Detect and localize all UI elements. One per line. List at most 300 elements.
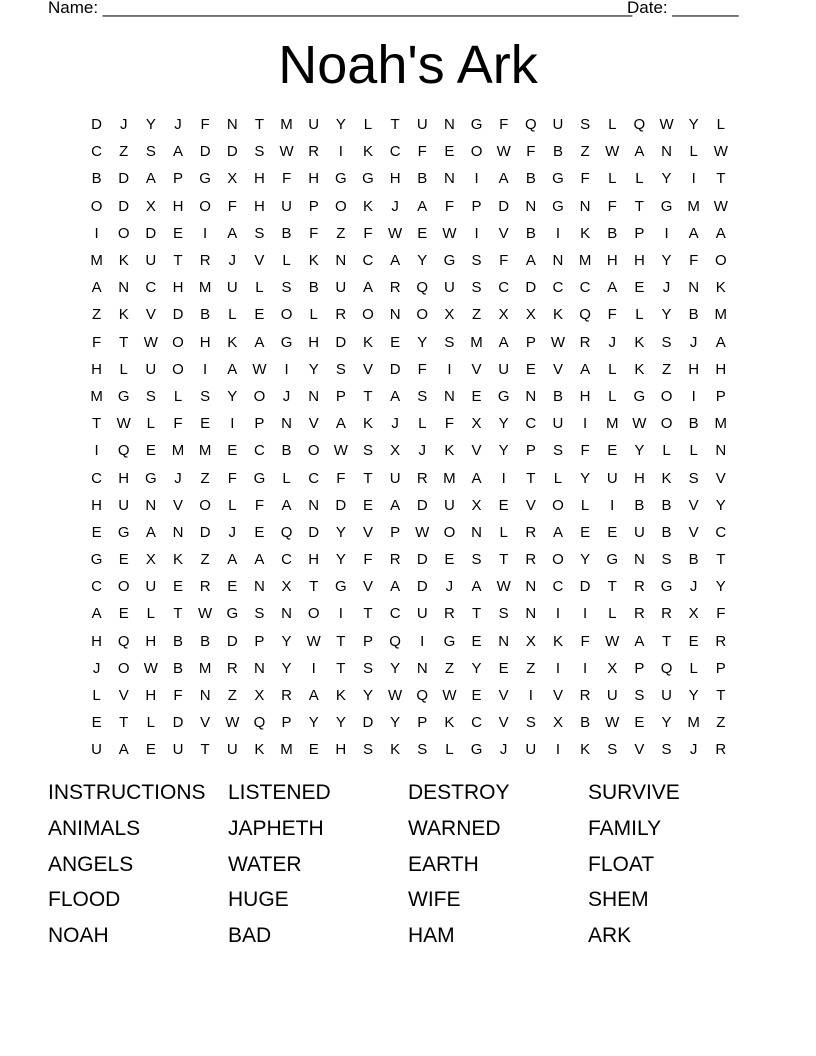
grid-letter[interactable]: F [91, 333, 102, 351]
grid-letter[interactable]: B [200, 306, 211, 324]
grid-letter[interactable]: G [552, 170, 564, 188]
grid-letter[interactable]: P [417, 714, 428, 732]
grid-letter[interactable]: O [90, 197, 103, 215]
grid-letter[interactable]: Y [417, 252, 428, 270]
grid-letter[interactable]: A [362, 279, 373, 297]
grid-letter[interactable]: M [198, 442, 212, 460]
grid-letter[interactable]: B [688, 306, 699, 324]
grid-letter[interactable]: E [607, 442, 618, 460]
grid-letter[interactable]: F [309, 224, 319, 242]
grid-letter[interactable]: B [552, 387, 563, 405]
grid-letter[interactable]: R [525, 551, 537, 569]
grid-letter[interactable]: B [525, 170, 536, 188]
grid-letter[interactable]: R [633, 605, 645, 623]
grid-letter[interactable]: N [525, 605, 537, 623]
grid-letter[interactable]: A [417, 197, 428, 215]
grid-letter[interactable]: L [635, 306, 644, 324]
grid-letter[interactable]: L [228, 496, 237, 514]
grid-letter[interactable]: W [143, 333, 158, 351]
grid-letter[interactable]: O [253, 387, 266, 405]
grid-letter[interactable]: K [308, 252, 319, 270]
grid-letter[interactable]: V [525, 496, 536, 514]
grid-letter[interactable]: N [199, 687, 211, 705]
grid-letter[interactable]: B [552, 143, 563, 161]
grid-letter[interactable]: B [417, 170, 428, 188]
grid-letter[interactable]: D [525, 279, 537, 297]
grid-letter[interactable]: X [471, 496, 482, 514]
grid-letter[interactable]: P [390, 523, 401, 541]
grid-letter[interactable]: V [498, 687, 509, 705]
grid-letter[interactable]: K [390, 741, 401, 759]
grid-letter[interactable]: D [579, 578, 591, 596]
grid-letter[interactable]: D [226, 632, 238, 650]
grid-letter[interactable]: E [308, 741, 319, 759]
grid-letter[interactable]: W [388, 687, 403, 705]
grid-letter[interactable]: H [633, 252, 645, 270]
grid-letter[interactable]: T [716, 687, 726, 705]
grid-letter[interactable]: W [306, 632, 321, 650]
grid-letter[interactable]: D [362, 714, 374, 732]
grid-letter[interactable]: I [94, 224, 99, 242]
grid-letter[interactable]: N [552, 252, 564, 270]
grid-letter[interactable]: N [443, 387, 455, 405]
grid-letter[interactable]: P [715, 387, 726, 405]
grid-letter[interactable]: W [632, 415, 647, 433]
grid-letter[interactable]: R [661, 605, 672, 623]
grid-letter[interactable]: I [501, 469, 506, 487]
grid-letter[interactable]: N [281, 415, 292, 433]
grid-letter[interactable]: G [470, 116, 483, 134]
grid-letter[interactable]: S [145, 387, 156, 405]
grid-letter[interactable]: A [390, 387, 401, 405]
grid-letter[interactable]: K [118, 252, 129, 270]
grid-letter[interactable]: B [661, 496, 672, 514]
grid-letter[interactable]: A [634, 143, 645, 161]
grid-letter[interactable]: H [253, 170, 265, 188]
grid-letter[interactable]: B [607, 224, 618, 242]
grid-letter[interactable]: L [580, 496, 590, 514]
grid-letter[interactable]: V [634, 741, 645, 759]
grid-letter[interactable]: Z [580, 143, 590, 161]
grid-letter[interactable]: K [362, 143, 373, 161]
grid-letter[interactable]: J [418, 442, 426, 460]
grid-letter[interactable]: B [172, 632, 183, 650]
grid-letter[interactable]: G [226, 605, 239, 623]
grid-letter[interactable]: E [444, 551, 455, 569]
grid-letter[interactable]: H [308, 551, 320, 569]
grid-letter[interactable]: N [471, 523, 482, 541]
grid-letter[interactable]: H [389, 170, 401, 188]
grid-letter[interactable]: I [664, 224, 669, 242]
grid-letter[interactable]: S [254, 143, 265, 161]
grid-letter[interactable]: S [417, 387, 428, 405]
grid-letter[interactable]: F [689, 252, 699, 270]
grid-letter[interactable]: A [308, 687, 319, 705]
grid-letter[interactable]: U [91, 741, 102, 759]
grid-letter[interactable]: I [474, 170, 479, 188]
grid-letter[interactable]: T [607, 578, 617, 596]
grid-letter[interactable]: U [661, 687, 672, 705]
grid-letter[interactable]: C [253, 442, 265, 460]
grid-letter[interactable]: W [415, 523, 430, 541]
grid-letter[interactable]: J [662, 279, 671, 297]
grid-letter[interactable]: G [335, 578, 347, 596]
grid-letter[interactable]: V [362, 523, 373, 541]
grid-letter[interactable]: I [555, 659, 561, 677]
grid-letter[interactable]: Y [362, 687, 373, 705]
grid-letter[interactable]: L [255, 279, 264, 297]
grid-letter[interactable]: A [335, 415, 346, 433]
grid-letter[interactable]: W [143, 659, 158, 677]
grid-letter[interactable]: Y [417, 333, 428, 351]
grid-letter[interactable]: O [172, 360, 184, 378]
grid-letter[interactable]: I [338, 605, 343, 623]
grid-letter[interactable]: L [119, 360, 128, 378]
grid-letter[interactable]: E [91, 714, 102, 732]
grid-letter[interactable]: N [308, 387, 320, 405]
grid-letter[interactable]: Y [335, 551, 346, 569]
grid-letter[interactable]: I [203, 360, 208, 378]
grid-letter[interactable]: R [633, 578, 645, 596]
grid-letter[interactable]: X [390, 442, 401, 460]
grid-letter[interactable]: A [91, 279, 102, 297]
grid-letter[interactable]: N [498, 632, 510, 650]
grid-letter[interactable]: F [444, 197, 454, 215]
grid-letter[interactable]: D [416, 496, 428, 514]
grid-letter[interactable]: C [525, 415, 537, 433]
grid-letter[interactable]: I [555, 224, 561, 242]
grid-letter[interactable]: G [199, 170, 211, 188]
grid-letter[interactable]: C [91, 143, 102, 161]
grid-letter[interactable]: X [607, 659, 618, 677]
grid-letter[interactable]: D [335, 333, 347, 351]
grid-letter[interactable]: P [254, 415, 265, 433]
grid-letter[interactable]: O [443, 523, 456, 541]
grid-letter[interactable]: L [608, 170, 617, 188]
grid-letter[interactable]: Z [91, 306, 102, 324]
grid-letter[interactable]: W [659, 116, 674, 134]
grid-letter[interactable]: T [336, 659, 346, 677]
grid-letter[interactable]: E [607, 523, 618, 541]
grid-letter[interactable]: L [689, 659, 698, 677]
grid-letter[interactable]: U [308, 116, 320, 134]
grid-letter[interactable]: B [308, 279, 319, 297]
grid-letter[interactable]: H [308, 333, 320, 351]
grid-letter[interactable]: U [281, 197, 292, 215]
grid-letter[interactable]: X [498, 306, 509, 324]
grid-letter[interactable]: Z [200, 551, 210, 569]
grid-letter[interactable]: H [308, 170, 320, 188]
grid-letter[interactable]: K [715, 279, 726, 297]
grid-letter[interactable]: S [335, 360, 346, 378]
grid-letter[interactable]: E [634, 714, 645, 732]
grid-letter[interactable]: Y [308, 360, 319, 378]
grid-letter[interactable]: S [525, 714, 536, 732]
grid-letter[interactable]: L [363, 116, 373, 134]
grid-letter[interactable]: B [688, 551, 699, 569]
grid-letter[interactable]: F [607, 197, 617, 215]
grid-letter[interactable]: Y [335, 116, 346, 134]
grid-letter[interactable]: E [254, 523, 265, 541]
grid-letter[interactable]: U [389, 469, 401, 487]
grid-letter[interactable]: O [117, 578, 130, 596]
grid-letter[interactable]: N [633, 551, 645, 569]
grid-letter[interactable]: F [363, 224, 373, 242]
grid-letter[interactable]: E [525, 360, 536, 378]
grid-letter[interactable]: S [498, 605, 509, 623]
grid-letter[interactable]: L [445, 741, 454, 759]
grid-letter[interactable]: Z [336, 224, 346, 242]
grid-letter[interactable]: A [172, 143, 183, 161]
grid-letter[interactable]: A [688, 224, 699, 242]
grid-letter[interactable]: U [552, 415, 564, 433]
grid-letter[interactable]: U [145, 578, 157, 596]
grid-letter[interactable]: T [309, 578, 319, 596]
grid-letter[interactable]: Q [117, 442, 130, 460]
grid-letter[interactable]: E [471, 387, 482, 405]
grid-letter[interactable]: Y [145, 116, 156, 134]
grid-letter[interactable]: M [578, 252, 592, 270]
grid-letter[interactable]: W [333, 442, 348, 460]
grid-letter[interactable]: A [715, 333, 726, 351]
grid-letter[interactable]: K [444, 442, 455, 460]
grid-letter[interactable]: L [309, 306, 318, 324]
grid-letter[interactable]: R [389, 279, 401, 297]
grid-letter[interactable]: A [471, 578, 482, 596]
grid-letter[interactable]: S [580, 116, 591, 134]
grid-letter[interactable]: H [91, 360, 102, 378]
grid-letter[interactable]: W [252, 360, 267, 378]
grid-letter[interactable]: L [146, 714, 156, 732]
grid-letter[interactable]: E [227, 442, 238, 460]
grid-letter[interactable]: X [281, 578, 292, 596]
grid-letter[interactable]: R [579, 333, 591, 351]
grid-letter[interactable]: N [661, 143, 672, 161]
grid-letter[interactable]: E [688, 632, 699, 650]
grid-letter[interactable]: Y [390, 659, 401, 677]
grid-letter[interactable]: N [335, 252, 347, 270]
grid-letter[interactable]: F [254, 496, 264, 514]
grid-letter[interactable]: Z [119, 143, 129, 161]
grid-letter[interactable]: I [420, 632, 425, 650]
grid-letter[interactable]: V [552, 360, 563, 378]
grid-letter[interactable]: W [442, 687, 457, 705]
grid-letter[interactable]: T [336, 632, 346, 650]
grid-letter[interactable]: L [608, 360, 617, 378]
grid-letter[interactable]: P [634, 224, 645, 242]
grid-letter[interactable]: C [145, 279, 157, 297]
grid-letter[interactable]: V [172, 496, 183, 514]
grid-letter[interactable]: G [117, 387, 130, 405]
grid-letter[interactable]: D [416, 578, 428, 596]
grid-letter[interactable]: E [172, 578, 183, 596]
grid-letter[interactable]: D [199, 523, 211, 541]
grid-letter[interactable]: T [119, 333, 129, 351]
grid-letter[interactable]: S [688, 469, 699, 487]
grid-letter[interactable]: H [145, 687, 157, 705]
grid-letter[interactable]: W [198, 605, 213, 623]
grid-letter[interactable]: F [526, 143, 536, 161]
grid-letter[interactable]: I [203, 224, 208, 242]
grid-letter[interactable]: C [389, 605, 401, 623]
grid-letter[interactable]: M [443, 469, 456, 487]
grid-letter[interactable]: Q [416, 687, 429, 705]
grid-letter[interactable]: B [91, 170, 102, 188]
grid-letter[interactable]: J [499, 741, 508, 759]
grid-letter[interactable]: R [715, 632, 727, 650]
grid-letter[interactable]: U [443, 279, 455, 297]
grid-letter[interactable]: B [688, 415, 699, 433]
grid-letter[interactable]: V [308, 415, 319, 433]
grid-letter[interactable]: A [552, 523, 563, 541]
grid-letter[interactable]: I [474, 224, 479, 242]
grid-letter[interactable]: Y [661, 714, 672, 732]
grid-letter[interactable]: H [335, 741, 347, 759]
grid-letter[interactable]: O [172, 333, 184, 351]
grid-letter[interactable]: G [117, 523, 130, 541]
grid-letter[interactable]: U [633, 523, 645, 541]
grid-letter[interactable]: L [662, 442, 671, 460]
grid-letter[interactable]: J [174, 469, 182, 487]
grid-letter[interactable]: M [280, 116, 293, 134]
grid-letter[interactable]: Y [498, 442, 509, 460]
grid-letter[interactable]: H [172, 279, 184, 297]
grid-letter[interactable]: S [200, 387, 211, 405]
grid-letter[interactable]: E [118, 605, 129, 623]
grid-letter[interactable]: C [552, 578, 564, 596]
grid-letter[interactable]: Q [633, 116, 646, 134]
grid-letter[interactable]: P [281, 714, 292, 732]
grid-letter[interactable]: V [715, 469, 726, 487]
grid-letter[interactable]: N [443, 116, 455, 134]
grid-letter[interactable]: U [118, 496, 130, 514]
grid-letter[interactable]: Y [580, 551, 591, 569]
grid-letter[interactable]: V [471, 360, 482, 378]
grid-letter[interactable]: J [282, 387, 291, 405]
grid-letter[interactable]: C [91, 578, 102, 596]
grid-letter[interactable]: M [198, 279, 212, 297]
grid-letter[interactable]: S [254, 605, 265, 623]
grid-letter[interactable]: G [552, 197, 564, 215]
grid-letter[interactable]: P [634, 659, 645, 677]
grid-letter[interactable]: Q [660, 659, 673, 677]
grid-letter[interactable]: G [253, 469, 266, 487]
grid-letter[interactable]: V [498, 224, 509, 242]
grid-letter[interactable]: U [606, 469, 618, 487]
grid-letter[interactable]: Y [308, 714, 319, 732]
grid-letter[interactable]: C [552, 279, 564, 297]
grid-letter[interactable]: S [552, 442, 563, 460]
grid-letter[interactable]: K [661, 469, 672, 487]
grid-letter[interactable]: F [417, 360, 427, 378]
grid-letter[interactable]: K [362, 415, 373, 433]
grid-letter[interactable]: W [225, 714, 240, 732]
grid-letter[interactable]: T [716, 170, 726, 188]
grid-letter[interactable]: J [391, 197, 399, 215]
grid-letter[interactable]: Y [661, 170, 672, 188]
grid-letter[interactable]: V [362, 360, 373, 378]
grid-letter[interactable]: O [335, 197, 347, 215]
grid-letter[interactable]: A [580, 360, 591, 378]
grid-letter[interactable]: R [389, 551, 401, 569]
grid-letter[interactable]: O [470, 143, 483, 161]
grid-letter[interactable]: C [498, 279, 510, 297]
grid-letter[interactable]: Y [634, 442, 645, 460]
grid-letter[interactable]: X [145, 551, 156, 569]
grid-letter[interactable]: C [389, 143, 401, 161]
grid-letter[interactable]: X [525, 632, 536, 650]
grid-letter[interactable]: A [227, 360, 238, 378]
grid-letter[interactable]: H [606, 252, 618, 270]
grid-letter[interactable]: N [389, 306, 401, 324]
grid-letter[interactable]: L [608, 116, 617, 134]
grid-letter[interactable]: F [499, 252, 509, 270]
grid-letter[interactable]: A [715, 224, 726, 242]
grid-letter[interactable]: P [254, 632, 265, 650]
grid-letter[interactable]: D [308, 523, 320, 541]
grid-letter[interactable]: O [552, 496, 564, 514]
grid-letter[interactable]: O [117, 224, 130, 242]
grid-letter[interactable]: C [715, 523, 727, 541]
grid-letter[interactable]: E [471, 632, 482, 650]
grid-letter[interactable]: E [200, 415, 211, 433]
grid-letter[interactable]: T [634, 197, 644, 215]
grid-letter[interactable]: Q [117, 632, 130, 650]
grid-letter[interactable]: Q [389, 632, 401, 650]
grid-letter[interactable]: G [443, 632, 456, 650]
grid-letter[interactable]: U [145, 360, 157, 378]
grid-letter[interactable]: V [200, 714, 211, 732]
grid-letter[interactable]: A [607, 279, 618, 297]
grid-letter[interactable]: G [660, 578, 673, 596]
grid-letter[interactable]: G [470, 741, 483, 759]
grid-letter[interactable]: T [173, 605, 183, 623]
grid-letter[interactable]: H [579, 387, 591, 405]
grid-letter[interactable]: C [281, 551, 292, 569]
grid-letter[interactable]: I [230, 415, 235, 433]
grid-letter[interactable]: B [661, 523, 672, 541]
grid-letter[interactable]: M [90, 252, 103, 270]
grid-letter[interactable]: O [660, 387, 673, 405]
grid-letter[interactable]: E [634, 279, 645, 297]
grid-letter[interactable]: T [363, 469, 373, 487]
grid-letter[interactable]: S [607, 741, 618, 759]
grid-letter[interactable]: G [145, 469, 157, 487]
grid-letter[interactable]: U [606, 687, 618, 705]
grid-letter[interactable]: O [416, 306, 429, 324]
grid-letter[interactable]: K [172, 551, 183, 569]
grid-letter[interactable]: T [363, 387, 373, 405]
grid-letter[interactable]: L [553, 469, 563, 487]
grid-letter[interactable]: N [525, 197, 537, 215]
grid-letter[interactable]: K [444, 714, 455, 732]
grid-letter[interactable]: E [227, 578, 238, 596]
grid-letter[interactable]: L [689, 442, 698, 460]
grid-letter[interactable]: D [226, 143, 238, 161]
grid-letter[interactable]: Z [526, 659, 536, 677]
grid-letter[interactable]: S [471, 279, 482, 297]
grid-letter[interactable]: P [525, 333, 536, 351]
grid-letter[interactable]: U [335, 279, 347, 297]
grid-letter[interactable]: L [92, 687, 101, 705]
grid-letter[interactable]: K [254, 741, 265, 759]
grid-letter[interactable]: T [173, 252, 183, 270]
grid-letter[interactable]: D [498, 197, 510, 215]
grid-letter[interactable]: J [689, 333, 698, 351]
name-field[interactable]: Name: ________________________________________________________ [48, 0, 633, 17]
grid-letter[interactable]: W [605, 632, 620, 650]
grid-letter[interactable]: A [227, 224, 238, 242]
